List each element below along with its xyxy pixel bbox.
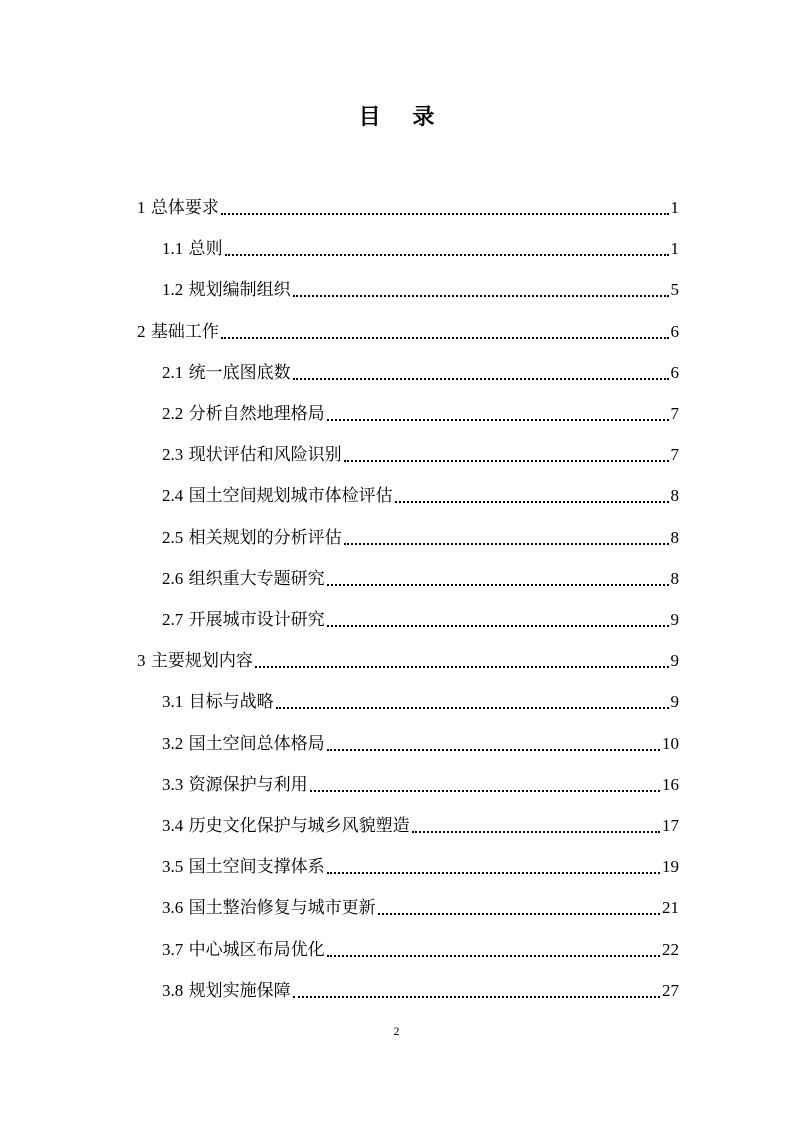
toc-entry[interactable]	[162, 890, 679, 920]
toc-entry-page: 5	[670, 280, 679, 300]
toc-entry-text: 历史文化保护与城乡风貌塑造	[188, 816, 410, 836]
toc-entry-label	[162, 896, 376, 920]
toc-entry-page: 19	[662, 857, 679, 877]
toc-entry[interactable]	[162, 602, 679, 632]
toc-entry-label	[162, 237, 223, 261]
toc-entry-label	[162, 361, 291, 385]
toc-entry-page: 6	[670, 362, 679, 382]
toc-entry-number: 1	[137, 198, 146, 217]
toc-leader-dots	[327, 872, 660, 874]
toc-leader-dots	[412, 831, 660, 833]
toc-entry-label	[162, 484, 393, 508]
toc-entry-text: 现状评估和风险识别	[188, 445, 342, 466]
toc-entry-number: 3.4	[162, 816, 184, 835]
toc-leader-dots	[225, 254, 669, 256]
toc-leader-dots	[255, 666, 669, 668]
toc-entry-page: 7	[670, 445, 679, 465]
toc-entry-text: 资源保护与利用	[188, 774, 308, 795]
toc-entry-number: 2	[137, 321, 146, 341]
toc-entry-text: 国土空间支撑体系	[188, 857, 325, 878]
toc-entry-number: 3.3	[162, 774, 184, 794]
toc-entry-text: 主要规划内容	[150, 651, 253, 672]
toc-entry-label	[162, 567, 325, 591]
toc-entry-text: 统一底图底数	[188, 362, 291, 383]
toc-entry-page: 16	[662, 774, 679, 794]
toc-entry[interactable]	[162, 808, 679, 838]
toc-entry-page: 9	[670, 692, 679, 712]
toc-leader-dots	[276, 707, 669, 709]
toc-entry[interactable]	[162, 272, 679, 302]
toc-entry-number: 3.8	[162, 980, 184, 1000]
toc-leader-dots	[293, 996, 660, 998]
toc-leader-dots	[293, 295, 669, 297]
toc-entry-page: 1	[670, 198, 679, 217]
toc-leader-dots	[221, 337, 669, 339]
toc-entry-number: 1.1	[162, 239, 184, 259]
toc-entry[interactable]	[162, 973, 679, 1003]
toc-entry[interactable]	[137, 190, 679, 220]
toc-entry-label	[162, 814, 410, 838]
toc-entry-label	[137, 649, 253, 673]
toc-entry-page: 8	[670, 486, 679, 506]
toc-entry-number: 3.5	[162, 857, 184, 877]
toc-entry[interactable]	[137, 314, 679, 344]
toc-entry-number: 2.4	[162, 486, 184, 506]
toc-entry-page: 1	[670, 239, 679, 259]
toc-leader-dots	[395, 501, 669, 503]
toc-entry[interactable]	[162, 684, 679, 714]
toc-entry-label	[162, 732, 325, 756]
toc-leader-dots	[221, 213, 669, 215]
toc-entry-number: 3.7	[162, 939, 184, 959]
toc-entry-page: 10	[662, 733, 679, 753]
toc-entry[interactable]	[162, 849, 679, 879]
toc-entry-number: 2.3	[162, 445, 184, 465]
toc-entry-page: 9	[670, 651, 679, 671]
toc-entry-page: 8	[670, 568, 679, 588]
toc-entry[interactable]	[162, 726, 679, 756]
toc-entry[interactable]	[162, 231, 679, 261]
toc-entry-number: 2.7	[162, 610, 184, 629]
toc-entry-page: 9	[670, 610, 679, 629]
page-title: 目 录	[358, 105, 447, 130]
toc-entry-label	[137, 320, 219, 344]
toc-entry-text: 总则	[188, 239, 223, 260]
toc-entry-number: 2.2	[162, 404, 184, 423]
toc-leader-dots	[327, 625, 669, 627]
toc-entry-text: 规划实施保障	[188, 980, 291, 1001]
toc-leader-dots	[327, 584, 669, 586]
toc-entry-label	[137, 196, 219, 220]
toc-leader-dots	[344, 460, 669, 462]
toc-entry-number: 3.6	[162, 898, 184, 918]
toc-entry-number: 3.1	[162, 692, 184, 712]
toc-entry-page: 8	[670, 527, 679, 547]
toc-entry-page: 7	[670, 404, 679, 423]
toc-entry-number: 3	[137, 651, 146, 671]
toc-entry-label	[162, 443, 342, 467]
toc-leader-dots	[327, 955, 660, 957]
toc-entry-text: 组织重大专题研究	[188, 568, 325, 589]
toc-leader-dots	[378, 913, 660, 915]
toc-entry-text: 目标与战略	[188, 692, 274, 713]
toc-entry-number: 2.1	[162, 362, 184, 382]
toc-entry-number: 3.2	[162, 733, 184, 753]
page-number: 2	[393, 1024, 400, 1038]
toc-entry[interactable]	[162, 932, 679, 962]
toc-entry-label	[162, 608, 325, 632]
toc-entry[interactable]	[162, 437, 679, 467]
toc-entry[interactable]	[162, 396, 679, 426]
toc-entry-number: 2.6	[162, 568, 184, 588]
toc-entry-text: 基础工作	[150, 321, 219, 342]
toc-entry-label	[162, 938, 325, 962]
toc-entry[interactable]	[162, 767, 679, 797]
toc-entry-label	[162, 526, 342, 550]
toc-entry-text: 分析自然地理格局	[188, 404, 325, 424]
toc-leader-dots	[327, 749, 660, 751]
toc-leader-dots	[327, 419, 669, 421]
toc-entry-text: 开展城市设计研究	[188, 610, 325, 630]
toc-entry[interactable]	[162, 478, 679, 508]
toc-entry-text: 总体要求	[150, 198, 219, 218]
toc-entry-label	[162, 979, 291, 1003]
toc-entry-text: 国土空间规划城市体检评估	[188, 486, 393, 507]
toc-entry-label	[162, 773, 308, 797]
toc-entry[interactable]	[162, 520, 679, 550]
toc-entry-page: 6	[670, 321, 679, 341]
toc-entry[interactable]	[162, 561, 679, 591]
toc-entry-text: 相关规划的分析评估	[188, 527, 342, 548]
toc-leader-dots	[310, 790, 660, 792]
toc-leader-dots	[293, 378, 669, 380]
toc-entry-label	[162, 855, 325, 879]
toc-entry[interactable]	[162, 355, 679, 385]
toc-entry-page: 27	[662, 980, 679, 1000]
toc-entry-text: 国土整治修复与城市更新	[188, 898, 376, 919]
toc-entry-text: 规划编制组织	[188, 280, 291, 301]
toc-entry-text: 国土空间总体格局	[188, 733, 325, 754]
toc-entry[interactable]	[137, 643, 679, 673]
toc-entry-page: 21	[662, 898, 679, 918]
toc-entry-page: 17	[662, 816, 679, 835]
toc-entry-number: 2.5	[162, 527, 184, 547]
toc-entry-page: 22	[662, 939, 679, 959]
toc-entry-label	[162, 690, 274, 714]
toc-entry-number: 1.2	[162, 280, 184, 300]
toc-leader-dots	[344, 543, 669, 545]
toc-entry-label	[162, 278, 291, 302]
toc-entry-label	[162, 402, 325, 426]
toc-entry-text: 中心城区布局优化	[188, 939, 325, 960]
